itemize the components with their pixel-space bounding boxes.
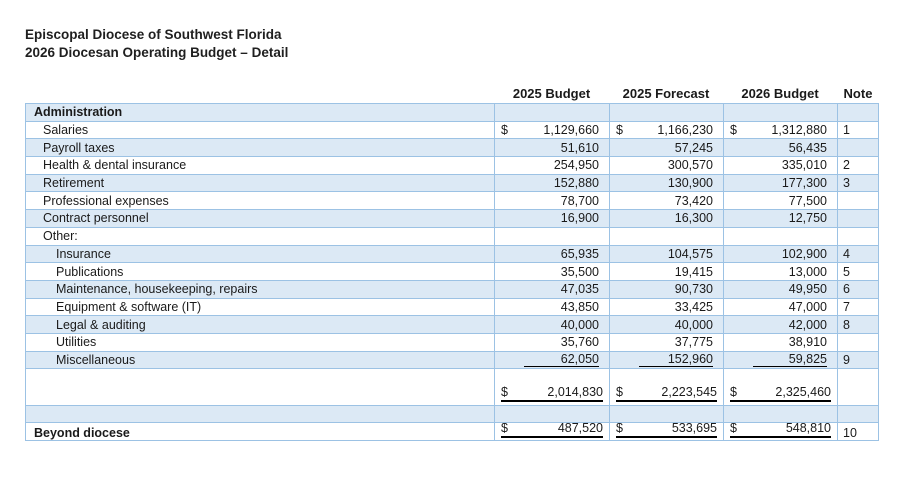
amount-value: 40,000 xyxy=(674,317,713,332)
empty-cell xyxy=(723,104,837,121)
amount-value: 78,700 xyxy=(560,193,599,208)
amount-value-underlined: 152,960 xyxy=(639,352,713,367)
row-label: Legal & auditing xyxy=(56,317,146,332)
cell-2026-budget xyxy=(723,334,837,351)
total-value: 2,014,830 xyxy=(547,384,603,399)
document-title-line2: 2026 Diocesan Operating Budget – Detail xyxy=(25,45,289,60)
amount-value: 177,300 xyxy=(781,176,827,191)
cell-2025-forecast xyxy=(609,423,723,441)
note-cell: 7 xyxy=(837,299,879,316)
currency-symbol: $ xyxy=(616,123,623,138)
cell-2025-budget xyxy=(494,316,609,333)
cell-2025-forecast xyxy=(609,263,723,280)
table-row-health-dental xyxy=(26,157,879,175)
amount-value: 47,000 xyxy=(788,299,827,314)
note-cell xyxy=(837,192,879,209)
total-amount xyxy=(501,423,603,439)
amount-value: 47,035 xyxy=(560,282,599,297)
amount-value: 335,010 xyxy=(781,158,827,173)
row-label: Equipment & software (IT) xyxy=(56,299,202,314)
amount-value: 300,570 xyxy=(667,158,713,173)
cell-2026-budget xyxy=(723,139,837,156)
table-row-beyond-diocese xyxy=(26,423,879,442)
currency-symbol: $ xyxy=(616,422,623,436)
cell-2026-budget xyxy=(723,299,837,316)
cell-2026-budget xyxy=(723,175,837,192)
amount-value: 38,910 xyxy=(788,335,827,350)
amount-value: 65,935 xyxy=(560,246,599,261)
empty-note-cell xyxy=(837,369,879,405)
note-cell: 2 xyxy=(837,157,879,174)
cell-2026-budget xyxy=(723,281,837,298)
row-label: Retirement xyxy=(43,176,105,191)
amount-value: 43,850 xyxy=(560,299,599,314)
header-note: Note xyxy=(843,85,873,101)
total-value: 487,520 xyxy=(557,422,603,436)
note-cell: 6 xyxy=(837,281,879,298)
cell-2026-budget xyxy=(723,263,837,280)
table-row-contract-personnel xyxy=(26,210,879,228)
cell-2025-forecast xyxy=(609,139,723,156)
row-label: Publications xyxy=(56,264,124,279)
note-cell: 8 xyxy=(837,316,879,333)
amount-value: 1,312,880 xyxy=(771,123,827,138)
empty-cell xyxy=(494,228,609,245)
row-label: Health & dental insurance xyxy=(43,158,187,173)
amount-value: 57,245 xyxy=(674,140,713,155)
cell-2025-forecast xyxy=(609,316,723,333)
cell-2025-forecast xyxy=(609,334,723,351)
cell-2025-budget xyxy=(494,139,609,156)
amount-value: 104,575 xyxy=(667,246,713,261)
cell-2025-forecast xyxy=(609,299,723,316)
total-2025-budget-cell xyxy=(494,369,609,405)
empty-cell xyxy=(723,228,837,245)
total-amount xyxy=(616,423,717,439)
cell-2025-forecast xyxy=(609,281,723,298)
currency-symbol: $ xyxy=(730,384,737,399)
cell-2025-forecast xyxy=(609,192,723,209)
cell-2025-forecast xyxy=(609,122,723,139)
amount-value: 1,166,230 xyxy=(657,123,713,138)
note-cell: 10 xyxy=(837,423,879,441)
cell-2026-budget xyxy=(723,316,837,333)
cell-2026-budget xyxy=(723,246,837,263)
empty-cell xyxy=(494,104,609,121)
cell-2025-budget xyxy=(494,192,609,209)
amount-value-underlined: 62,050 xyxy=(524,352,599,367)
table-row-insurance xyxy=(26,246,879,264)
cell-2025-forecast xyxy=(609,246,723,263)
budget-table xyxy=(25,103,879,441)
amount-value: 16,900 xyxy=(560,211,599,226)
total-amount xyxy=(730,385,831,402)
cell-2026-budget xyxy=(723,192,837,209)
currency-symbol: $ xyxy=(616,384,623,399)
table-row-legal-auditing xyxy=(26,316,879,334)
total-2025-forecast-cell xyxy=(609,369,723,405)
cell-2025-budget xyxy=(494,210,609,227)
total-value: 2,325,460 xyxy=(775,384,831,399)
empty-cell xyxy=(609,104,723,121)
row-label: Maintenance, housekeeping, repairs xyxy=(56,282,258,297)
amount-value: 12,750 xyxy=(788,211,827,226)
cell-2025-budget xyxy=(494,122,609,139)
table-row-equipment-software xyxy=(26,299,879,317)
amount-value-underlined: 59,825 xyxy=(753,352,827,367)
cell-2025-budget xyxy=(494,281,609,298)
spacer-row xyxy=(26,406,879,423)
currency-symbol: $ xyxy=(501,422,508,436)
note-cell xyxy=(837,210,879,227)
amount-value: 152,880 xyxy=(553,176,599,191)
cell-2025-budget xyxy=(494,334,609,351)
total-2026-budget-cell xyxy=(723,369,837,405)
total-value: 533,695 xyxy=(671,422,717,436)
amount-value: 16,300 xyxy=(674,211,713,226)
cell-2025-forecast xyxy=(609,352,723,369)
row-label: Contract personnel xyxy=(43,211,149,226)
cell-2025-budget xyxy=(494,263,609,280)
note-cell: 3 xyxy=(837,175,879,192)
total-amount xyxy=(616,385,717,402)
amount-value: 56,435 xyxy=(788,140,827,155)
total-value: 548,810 xyxy=(785,422,831,436)
cell-2025-budget xyxy=(494,157,609,174)
currency-symbol: $ xyxy=(730,123,737,138)
currency-symbol: $ xyxy=(730,422,737,436)
amount-value: 33,425 xyxy=(674,299,713,314)
empty-cell xyxy=(26,369,494,405)
empty-cell xyxy=(609,228,723,245)
amount-value: 19,415 xyxy=(674,264,713,279)
note-cell: 4 xyxy=(837,246,879,263)
currency-symbol: $ xyxy=(501,384,508,399)
document-title xyxy=(25,26,288,62)
amount-value: 42,000 xyxy=(788,317,827,332)
amount-value: 35,500 xyxy=(560,264,599,279)
total-value: 2,223,545 xyxy=(661,384,717,399)
amount-value: 77,500 xyxy=(788,193,827,208)
header-2026-budget: 2026 Budget xyxy=(741,85,819,101)
cell-2026-budget xyxy=(723,352,837,369)
amount-value: 35,760 xyxy=(560,335,599,350)
amount-value: 130,900 xyxy=(667,176,713,191)
table-row-professional-expenses xyxy=(26,192,879,210)
cell-2025-budget xyxy=(494,175,609,192)
table-row-miscellaneous xyxy=(26,352,879,370)
amount-value: 37,775 xyxy=(674,335,713,350)
table-row-salaries xyxy=(26,122,879,140)
amount-value: 40,000 xyxy=(560,317,599,332)
row-label: Payroll taxes xyxy=(43,140,115,155)
table-row-retirement xyxy=(26,175,879,193)
note-cell xyxy=(837,139,879,156)
table-row-maintenance xyxy=(26,281,879,299)
cell-2026-budget xyxy=(723,423,837,441)
amount-value: 73,420 xyxy=(674,193,713,208)
empty-note-cell xyxy=(837,406,879,422)
empty-cell xyxy=(609,406,723,422)
empty-cell xyxy=(26,406,494,422)
amount-value: 1,129,660 xyxy=(543,123,599,138)
row-label: Insurance xyxy=(56,246,111,261)
cell-2025-forecast xyxy=(609,157,723,174)
cell-2026-budget xyxy=(723,210,837,227)
amount-value: 51,610 xyxy=(560,140,599,155)
note-cell: 9 xyxy=(837,352,879,369)
row-label: Miscellaneous xyxy=(56,352,136,367)
header-2025-budget: 2025 Budget xyxy=(512,85,591,101)
total-amount xyxy=(501,385,603,402)
cell-2025-budget xyxy=(494,423,609,441)
table-row-utilities xyxy=(26,334,879,352)
amount-value: 254,950 xyxy=(553,158,599,173)
amount-value: 90,730 xyxy=(674,282,713,297)
document-title-line1: Episcopal Diocese of Southwest Florida xyxy=(25,27,282,42)
cell-2025-forecast xyxy=(609,210,723,227)
amount-value: 102,900 xyxy=(781,246,827,261)
table-row-payroll-taxes xyxy=(26,139,879,157)
row-label: Professional expenses xyxy=(43,193,169,208)
amount-value: 13,000 xyxy=(788,264,827,279)
table-header-row xyxy=(25,84,879,102)
empty-note-cell xyxy=(837,228,879,245)
total-amount xyxy=(730,423,831,439)
administration-total-row xyxy=(26,369,879,406)
row-label: Utilities xyxy=(56,335,97,350)
cell-2025-budget xyxy=(494,246,609,263)
empty-note-cell xyxy=(837,104,879,121)
cell-2025-budget xyxy=(494,352,609,369)
table-row-other xyxy=(26,228,879,246)
empty-cell xyxy=(494,406,609,422)
cell-2025-budget xyxy=(494,299,609,316)
row-label: Beyond diocese xyxy=(34,426,130,441)
note-cell: 5 xyxy=(837,263,879,280)
amount-value: 49,950 xyxy=(788,282,827,297)
row-label: Salaries xyxy=(43,123,89,138)
cell-2026-budget xyxy=(723,157,837,174)
note-cell xyxy=(837,334,879,351)
cell-2025-forecast xyxy=(609,175,723,192)
section-label: Administration xyxy=(34,105,123,120)
cell-2026-budget xyxy=(723,122,837,139)
row-label: Other: xyxy=(43,229,78,244)
header-2025-forecast: 2025 Forecast xyxy=(622,85,710,101)
section-row-administration xyxy=(26,104,879,122)
empty-cell xyxy=(723,406,837,422)
note-cell: 1 xyxy=(837,122,879,139)
currency-symbol: $ xyxy=(501,123,508,138)
table-row-publications xyxy=(26,263,879,281)
